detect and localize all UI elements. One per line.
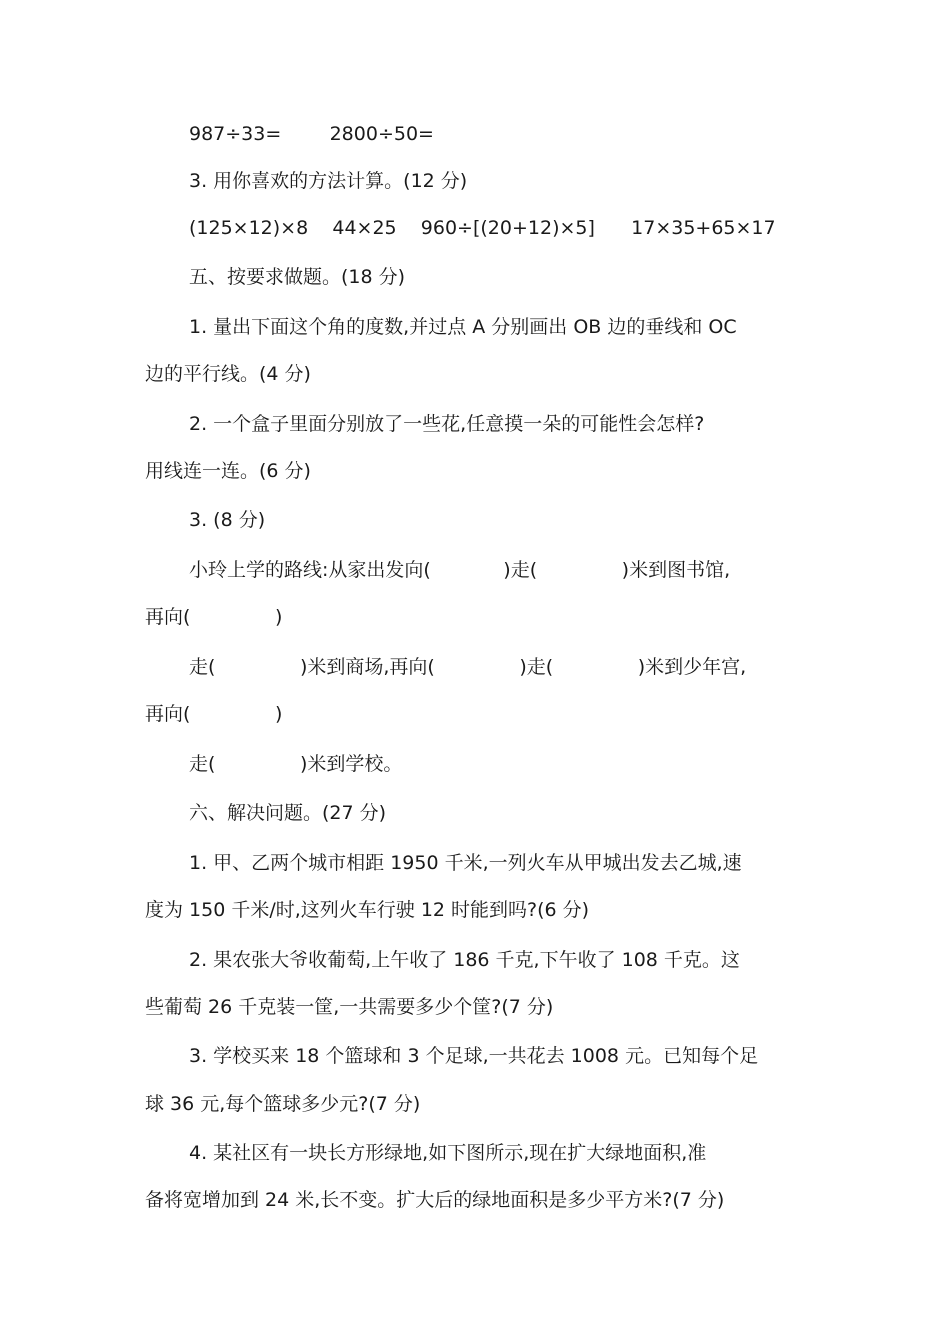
- question-3-heading: 3. 用你喜欢的方法计算。(12 分): [189, 170, 468, 192]
- section-6-q1-line2: 度为 150 千米/时,这列火车行驶 12 时能到吗?(6 分): [145, 899, 590, 921]
- route-line-2: 再向( ): [145, 606, 283, 628]
- section-6-q2-line1: 2. 果农张大爷收葡萄,上午收了 186 千克,下午收了 108 千克。这: [189, 949, 740, 971]
- section-6-q4-line1: 4. 某社区有一块长方形绿地,如下图所示,现在扩大绿地面积,准: [189, 1142, 707, 1164]
- route-line-5: 走( )米到学校。: [189, 753, 403, 775]
- section-6-q3-line1: 3. 学校买来 18 个篮球和 3 个足球,一共花去 1008 元。已知每个足: [189, 1045, 759, 1067]
- section-6-q4-line2: 备将宽增加到 24 米,长不变。扩大后的绿地面积是多少平方米?(7 分): [145, 1189, 725, 1211]
- section-6-q3-line2: 球 36 元,每个篮球多少元?(7 分): [145, 1093, 421, 1115]
- route-line-3: 走( )米到商场,再向( )走( )米到少年宫,: [189, 656, 747, 678]
- section-5-q2-line1: 2. 一个盒子里面分别放了一些花,任意摸一朵的可能性会怎样?: [189, 413, 705, 435]
- section-5-q1-line2: 边的平行线。(4 分): [145, 363, 311, 385]
- section-5-q3-heading: 3. (8 分): [189, 509, 266, 531]
- route-line-4: 再向( ): [145, 703, 283, 725]
- division-problems: 987÷33= 2800÷50=: [189, 123, 434, 145]
- calculation-problems: (125×12)×8 44×25 960÷[(20+12)×5] 17×35+65×17: [189, 217, 776, 239]
- section-5-q2-line2: 用线连一连。(6 分): [145, 460, 311, 482]
- route-line-1: 小玲上学的路线:从家出发向( )走( )米到图书馆,: [189, 559, 731, 581]
- section-6-q2-line2: 些葡萄 26 千克装一筐,一共需要多少个筐?(7 分): [145, 996, 554, 1018]
- section-5-q1-line1: 1. 量出下面这个角的度数,并过点 A 分别画出 OB 边的垂线和 OC: [189, 316, 737, 338]
- section-6-heading: 六、解决问题。(27 分): [189, 802, 387, 824]
- section-6-q1-line1: 1. 甲、乙两个城市相距 1950 千米,一列火车从甲城出发去乙城,速: [189, 852, 742, 874]
- section-5-heading: 五、按要求做题。(18 分): [189, 266, 406, 288]
